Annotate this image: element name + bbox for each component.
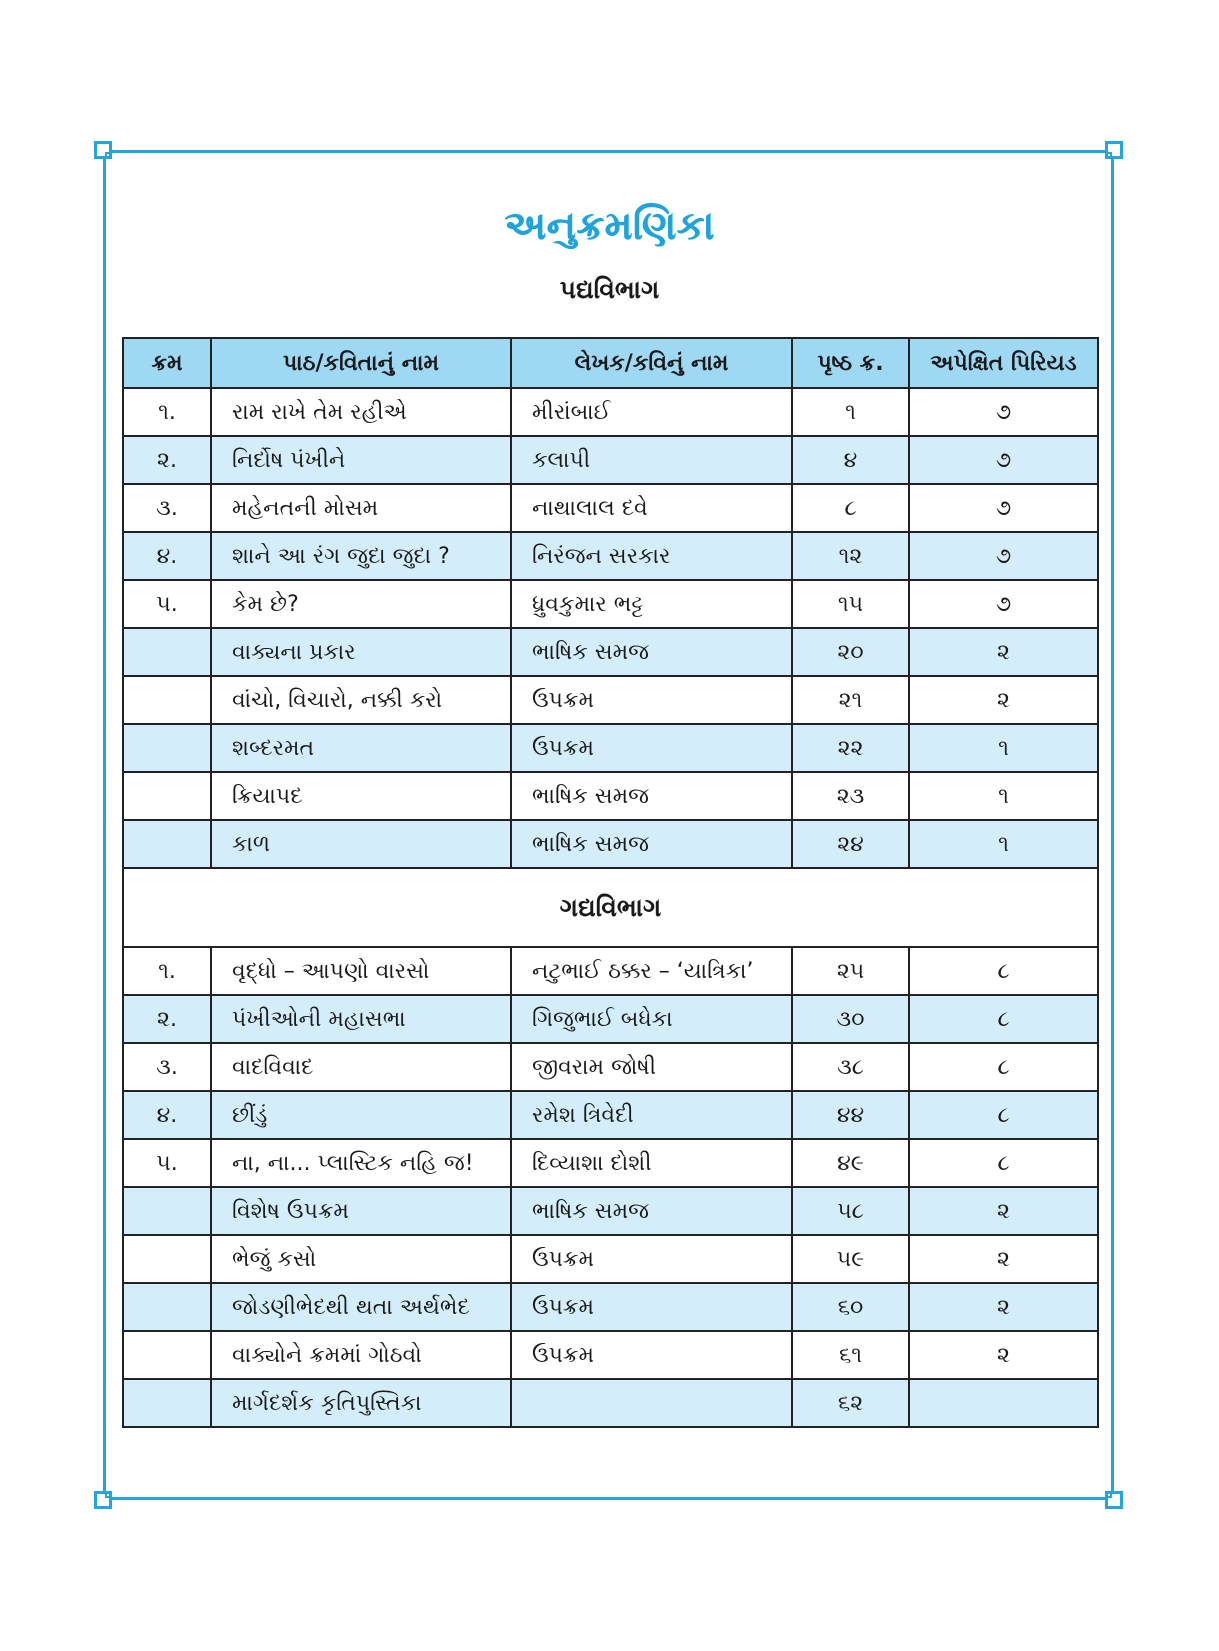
row-page: ૪ [792, 436, 909, 484]
row-number: ૧. [123, 388, 211, 436]
row-periods: ૭ [909, 388, 1098, 436]
row-periods: ૨ [909, 1283, 1098, 1331]
table-row [123, 1091, 1098, 1139]
row-title: છીંડું [211, 1091, 511, 1139]
row-title: વૃદ્ધો – આપણો વારસો [211, 947, 511, 995]
row-periods: ૮ [909, 1043, 1098, 1091]
row-title: વાંચો, વિચારો, નક્કી કરો [211, 676, 511, 724]
frame-corner-ornament [94, 1491, 112, 1509]
row-author: ભાષિક સમજ [511, 772, 792, 820]
row-title: રામ રાખે તેમ રહીએ [211, 388, 511, 436]
row-author: મીરાંબાઈ [511, 388, 792, 436]
row-page: ૨૧ [792, 676, 909, 724]
row-periods: ૧ [909, 820, 1098, 868]
row-author: ભાષિક સમજ [511, 628, 792, 676]
row-number [123, 820, 211, 868]
column-header-number: ક્રમ [123, 338, 211, 388]
row-page: ૪૪ [792, 1091, 909, 1139]
row-number: ૩. [123, 484, 211, 532]
row-title: મહેનતની મોસમ [211, 484, 511, 532]
row-periods [909, 1379, 1098, 1427]
row-title: પંખીઓની મહાસભા [211, 995, 511, 1043]
row-page: ૨૩ [792, 772, 909, 820]
row-page: ૮ [792, 484, 909, 532]
row-title: ભેજું કસો [211, 1235, 511, 1283]
column-header-title: પાઠ/કવિતાનું નામ [211, 338, 511, 388]
row-number [123, 1331, 211, 1379]
row-title: ક્રિયાપદ [211, 772, 511, 820]
table-row [123, 772, 1098, 820]
row-author: ગિજુભાઈ બધેકા [511, 995, 792, 1043]
table-row [123, 628, 1098, 676]
table-row [123, 947, 1098, 995]
column-header-author: લેખક/કવિનું નામ [511, 338, 792, 388]
row-number [123, 772, 211, 820]
table-row [123, 436, 1098, 484]
row-periods: ૨ [909, 628, 1098, 676]
row-page: ૧ [792, 388, 909, 436]
row-number [123, 1187, 211, 1235]
column-header-periods: અપેક્ષિત પિરિયડ [909, 338, 1098, 388]
row-author: ઉપક્રમ [511, 1331, 792, 1379]
row-author: ઉપક્રમ [511, 676, 792, 724]
row-page: ૨૫ [792, 947, 909, 995]
row-number [123, 724, 211, 772]
frame-corner-ornament [1105, 141, 1123, 159]
row-author: નિરંજન સરકાર [511, 532, 792, 580]
table-row [123, 532, 1098, 580]
table-row [123, 1139, 1098, 1187]
table-row [123, 995, 1098, 1043]
row-number [123, 1235, 211, 1283]
row-title: માર્ગદર્શક કૃતિપુસ્તિકા [211, 1379, 511, 1427]
row-periods: ૧ [909, 724, 1098, 772]
row-author: ભાષિક સમજ [511, 1187, 792, 1235]
row-author: નટુભાઈ ઠક્કર – ‘યાત્રિકા’ [511, 947, 792, 995]
row-author [511, 1379, 792, 1427]
row-author: ઉપક્રમ [511, 724, 792, 772]
row-periods: ૮ [909, 1091, 1098, 1139]
row-page: ૫૮ [792, 1187, 909, 1235]
row-periods: ૭ [909, 436, 1098, 484]
row-periods: ૨ [909, 676, 1098, 724]
table-row [123, 1379, 1098, 1427]
row-author: કલાપી [511, 436, 792, 484]
table-row [123, 1235, 1098, 1283]
row-author: રમેશ ત્રિવેદી [511, 1091, 792, 1139]
table-row [123, 820, 1098, 868]
row-number: ૫. [123, 1139, 211, 1187]
section-heading-prose: ગદ્યવિભાગ [123, 868, 1098, 947]
row-page: ૫૯ [792, 1235, 909, 1283]
table-row [123, 676, 1098, 724]
row-author: ધ્રુવકુમાર ભટ્ટ [511, 580, 792, 628]
row-number: ૨. [123, 995, 211, 1043]
row-title: શાને આ રંગ જુદા જુદા ? [211, 532, 511, 580]
table-header-row [123, 338, 1098, 388]
row-periods: ૭ [909, 484, 1098, 532]
row-periods: ૨ [909, 1235, 1098, 1283]
row-periods: ૮ [909, 1139, 1098, 1187]
row-number [123, 628, 211, 676]
page-title: અનુક્રમણિકા [504, 203, 715, 249]
row-title: ના, ના... પ્લાસ્ટિક નહિ જ! [211, 1139, 511, 1187]
row-author: ઉપક્રમ [511, 1235, 792, 1283]
row-title: વાક્યોને ક્રમમાં ગોઠવો [211, 1331, 511, 1379]
row-title: વાદવિવાદ [211, 1043, 511, 1091]
row-number [123, 1379, 211, 1427]
row-title: કેમ છે? [211, 580, 511, 628]
row-page: ૧૫ [792, 580, 909, 628]
row-author: નાથાલાલ દવે [511, 484, 792, 532]
section-heading-poetry: પદ્યવિભાગ [559, 275, 660, 304]
row-number: ૪. [123, 1091, 211, 1139]
row-number [123, 1283, 211, 1331]
row-author: જીવરામ જોષી [511, 1043, 792, 1091]
row-page: ૧૨ [792, 532, 909, 580]
row-title: વિશેષ ઉપક્રમ [211, 1187, 511, 1235]
contents-table [122, 337, 1099, 1428]
section-heading-row [123, 868, 1098, 947]
table-row [123, 1043, 1098, 1091]
table-row [123, 580, 1098, 628]
row-periods: ૨ [909, 1331, 1098, 1379]
row-page: ૬૧ [792, 1331, 909, 1379]
row-page: ૪૯ [792, 1139, 909, 1187]
table-row [123, 484, 1098, 532]
row-author: દિવ્યાશા દોશી [511, 1139, 792, 1187]
row-page: ૩૦ [792, 995, 909, 1043]
row-periods: ૮ [909, 995, 1098, 1043]
row-number: ૩. [123, 1043, 211, 1091]
row-page: ૨૨ [792, 724, 909, 772]
row-number: ૨. [123, 436, 211, 484]
row-title: શબ્દરમત [211, 724, 511, 772]
row-periods: ૮ [909, 947, 1098, 995]
table-row [123, 388, 1098, 436]
row-page: ૩૮ [792, 1043, 909, 1091]
table-row [123, 1187, 1098, 1235]
row-number: ૪. [123, 532, 211, 580]
frame-corner-ornament [94, 141, 112, 159]
row-page: ૨૦ [792, 628, 909, 676]
row-periods: ૭ [909, 580, 1098, 628]
frame-corner-ornament [1105, 1491, 1123, 1509]
row-number [123, 676, 211, 724]
row-page: ૬૦ [792, 1283, 909, 1331]
row-author: ભાષિક સમજ [511, 820, 792, 868]
row-periods: ૭ [909, 532, 1098, 580]
table-row [123, 1283, 1098, 1331]
row-title: કાળ [211, 820, 511, 868]
row-page: ૨૪ [792, 820, 909, 868]
table-row [123, 1331, 1098, 1379]
row-number: ૫. [123, 580, 211, 628]
row-title: જોડણીભેદથી થતા અર્થભેદ [211, 1283, 511, 1331]
table-row [123, 724, 1098, 772]
column-header-page: પૃષ્ઠ ક્ર. [792, 338, 909, 388]
row-title: નિર્દોષ પંખીને [211, 436, 511, 484]
row-periods: ૨ [909, 1187, 1098, 1235]
row-author: ઉપક્રમ [511, 1283, 792, 1331]
row-periods: ૧ [909, 772, 1098, 820]
row-title: વાક્યના પ્રકાર [211, 628, 511, 676]
row-page: ૬૨ [792, 1379, 909, 1427]
row-number: ૧. [123, 947, 211, 995]
